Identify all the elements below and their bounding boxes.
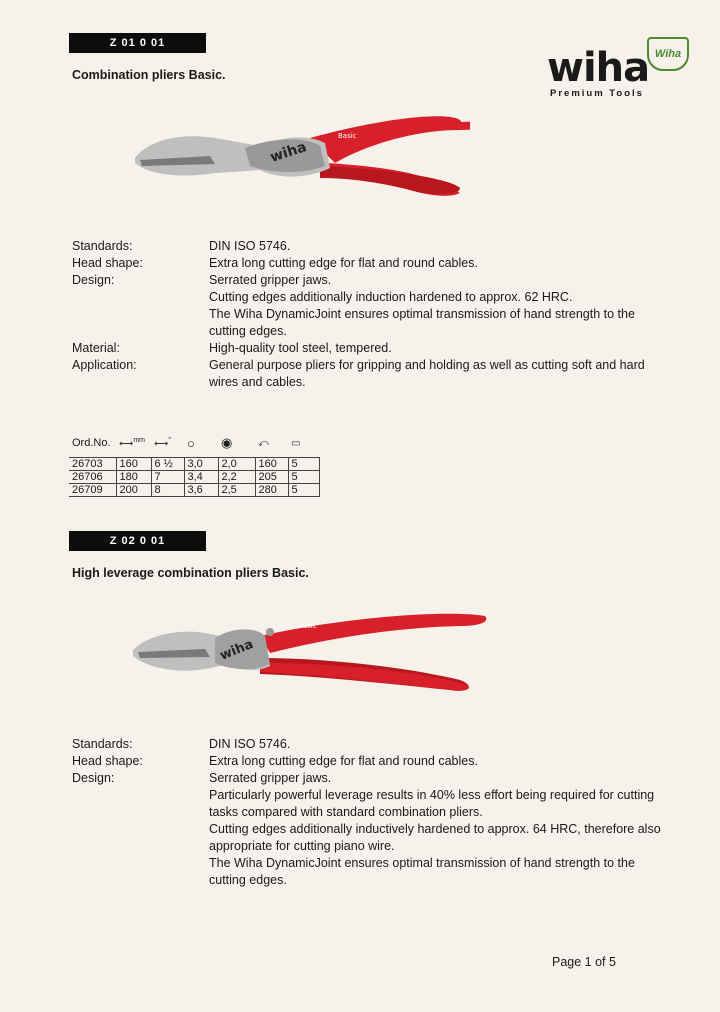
spec-value: DIN ISO 5746. <box>209 239 291 253</box>
cell-ord-no: 26703 <box>69 458 116 471</box>
spec-value: Extra long cutting edge for flat and round cables. <box>209 754 478 768</box>
col-hard-wire <box>218 429 255 458</box>
product-title: High leverage combination pliers Basic. <box>72 566 309 580</box>
spec-value: Particularly powerful leverage results in 40% less effort being required for cutting tasks compared with standard combination pliers. <box>209 788 655 819</box>
cell-weight: 160 <box>255 458 288 471</box>
order-table <box>69 429 320 497</box>
soft-wire-icon: ○ <box>187 435 195 451</box>
hard-wire-icon: ◉ <box>221 435 233 450</box>
spec-value: High-quality tool steel, tempered. <box>209 341 392 355</box>
cell-inch: 8 <box>151 484 184 497</box>
spec-row-head-shape <box>72 753 672 770</box>
handle-label: Basic <box>298 622 317 630</box>
cell-soft: 3,4 <box>184 471 218 484</box>
brand-logo-wordmark: wiha <box>547 45 650 91</box>
spec-label: Head shape: <box>72 256 143 270</box>
spec-label: Standards: <box>72 737 133 751</box>
cell-mm: 180 <box>116 471 151 484</box>
product-code-bar: Z 02 0 01 <box>69 531 206 551</box>
col-weight <box>255 429 288 458</box>
weight-icon: ⤺ <box>258 438 269 449</box>
pliers-image <box>130 108 470 200</box>
page-number: Page 1 of 5 <box>552 955 616 969</box>
pack-icon: ▭ <box>291 438 301 449</box>
cell-inch: 7 <box>151 471 184 484</box>
spec-label: Application: <box>72 358 137 372</box>
table-row <box>69 471 319 484</box>
spec-value: Cutting edges additionally induction hardened to approx. 62 HRC. <box>209 290 573 304</box>
col-unit-inch: " <box>168 436 171 444</box>
spec-row-design <box>72 272 672 340</box>
cell-weight: 205 <box>255 471 288 484</box>
cell-mm: 200 <box>116 484 151 497</box>
cell-inch: 6 ½ <box>151 458 184 471</box>
cell-pack: 5 <box>288 471 319 484</box>
product-code-bar: Z 01 0 01 <box>69 33 206 53</box>
cell-ord-no: 26709 <box>69 484 116 497</box>
cell-pack: 5 <box>288 484 319 497</box>
col-soft-wire <box>184 429 218 458</box>
spec-row-material <box>72 340 672 357</box>
spec-value: Serrated gripper jaws. <box>209 771 332 785</box>
spec-value: Extra long cutting edge for flat and round cables. <box>209 256 478 270</box>
spec-value: Cutting edges additionally inductively hardened to approx. 64 HRC, therefore also appropriate for cutting piano wire. <box>209 822 661 853</box>
spec-label: Design: <box>72 273 115 287</box>
cell-hard: 2,5 <box>218 484 255 497</box>
spec-label: Design: <box>72 771 115 785</box>
spec-label: Material: <box>72 341 120 355</box>
spec-value: DIN ISO 5746. <box>209 737 291 751</box>
brand-tagline: Premium Tools <box>550 88 644 99</box>
spec-list <box>72 736 672 889</box>
spec-value: The Wiha DynamicJoint ensures optimal transmission of hand strength to the cutting edges. <box>209 307 635 338</box>
table-row <box>69 484 319 497</box>
col-pack <box>288 429 319 458</box>
cell-hard: 2,2 <box>218 471 255 484</box>
spec-value: The Wiha DynamicJoint ensures optimal transmission of hand strength to the cutting edges. <box>209 856 635 887</box>
col-ord-no: Ord.No. <box>72 437 111 449</box>
table-header-row <box>69 429 319 458</box>
cell-weight: 280 <box>255 484 288 497</box>
spec-label: Standards: <box>72 239 133 253</box>
length-mm-icon: ⟷ <box>119 438 134 450</box>
col-unit-mm: mm <box>133 436 146 444</box>
brand-emblem <box>647 37 689 71</box>
spec-list <box>72 238 672 391</box>
table-row <box>69 458 319 471</box>
svg-text:wiha: wiha <box>268 139 309 166</box>
cell-ord-no: 26706 <box>69 471 116 484</box>
spec-value: General purpose pliers for gripping and holding as well as cutting soft and hard wires and cables. <box>209 358 645 389</box>
svg-text:wiha: wiha <box>217 636 256 664</box>
cell-soft: 3,6 <box>184 484 218 497</box>
spec-row-standards <box>72 238 672 255</box>
brand-emblem-text: Wiha <box>654 48 682 60</box>
cell-soft: 3,0 <box>184 458 218 471</box>
pliers-image <box>130 608 492 694</box>
col-length-inch <box>151 429 184 458</box>
spec-value: Serrated gripper jaws. <box>209 273 332 287</box>
length-inch-icon: ⟷ <box>154 438 169 450</box>
spec-row-head-shape <box>72 255 672 272</box>
col-length-mm <box>116 429 151 458</box>
spec-label: Head shape: <box>72 754 143 768</box>
handle-label: Basic <box>338 132 357 140</box>
spec-row-standards <box>72 736 672 753</box>
cell-pack: 5 <box>288 458 319 471</box>
product-title: Combination pliers Basic. <box>72 68 226 82</box>
spec-row-design <box>72 770 672 889</box>
cell-hard: 2,0 <box>218 458 255 471</box>
cell-mm: 160 <box>116 458 151 471</box>
spec-row-application <box>72 357 672 391</box>
